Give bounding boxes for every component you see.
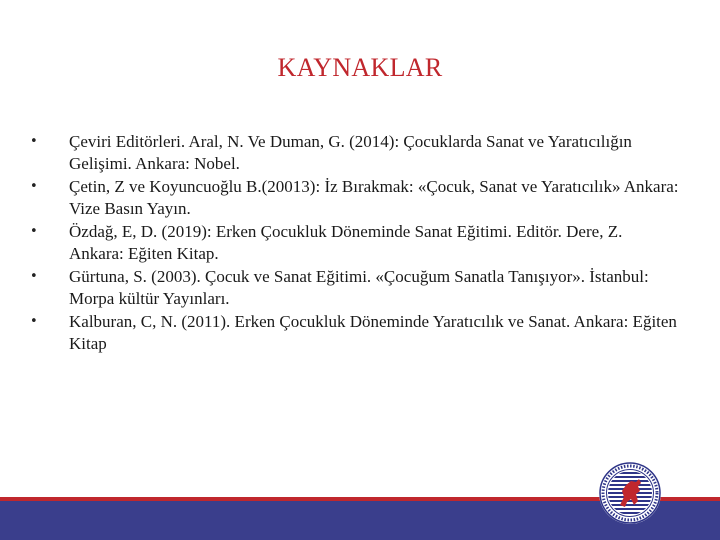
bullet-icon: •	[30, 134, 38, 149]
bullet-icon: •	[30, 269, 38, 284]
reference-text: Gürtuna, S. (2003). Çocuk ve Sanat Eğitimi. «Çocuğum Sanatla Tanışıyor». İstanbul: Morpa kültür Yayınları.	[69, 267, 649, 308]
bullet-icon: •	[30, 179, 38, 194]
reference-list	[30, 131, 680, 356]
reference-text: Kalburan, C, N. (2011). Erken Çocukluk Döneminde Yaratıcılık ve Sanat. Ankara: Eğiten Kitap	[69, 312, 677, 353]
bullet-icon: •	[30, 224, 38, 239]
slide-title: KAYNAKLAR	[277, 53, 443, 82]
reference-item	[30, 221, 680, 264]
reference-item	[30, 311, 680, 354]
reference-text: Özdağ, E, D. (2019): Erken Çocukluk Döneminde Sanat Eğitimi. Editör. Dere, Z. Ankara: Eğiten Kitap.	[69, 222, 623, 263]
bullet-icon: •	[30, 314, 38, 329]
reference-text: Çetin, Z ve Koyuncuoğlu B.(20013): İz Bırakmak: «Çocuk, Sanat ve Yaratıcılık» Ankara: Vize Basın Yayın.	[69, 177, 679, 218]
university-seal-icon	[598, 461, 662, 525]
seal-graphic	[598, 461, 662, 525]
reference-item	[30, 176, 680, 219]
reference-text: Çeviri Editörleri. Aral, N. Ve Duman, G. (2014): Çocuklarda Sanat ve Yaratıcılığın Gelişimi. Ankara: Nobel.	[69, 132, 632, 173]
reference-item	[30, 131, 680, 174]
reference-item	[30, 266, 680, 309]
